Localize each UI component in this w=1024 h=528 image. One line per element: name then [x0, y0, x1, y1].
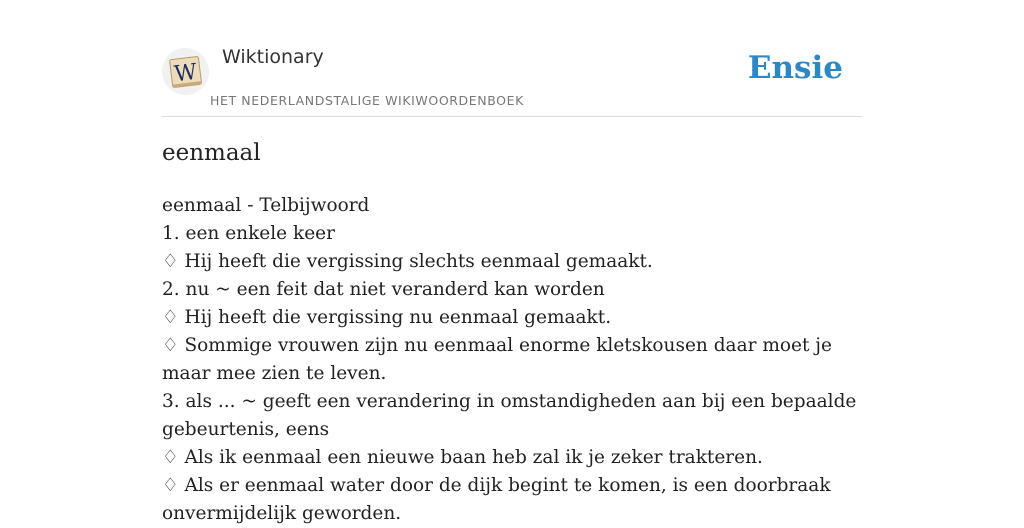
- example-line: ♢ Als er eenmaal water door de dijk begint te komen, is een doorbraak onvermijdelijk geworden.: [162, 475, 831, 524]
- definition-line: 2. nu ~ een feit dat niet veranderd kan worden: [162, 279, 605, 300]
- ensie-brand-logo[interactable]: Ensie: [747, 50, 843, 86]
- logo-letter: W: [172, 59, 199, 88]
- example-line: ♢ Hij heeft die vergissing slechts eenmaal gemaakt.: [162, 251, 653, 272]
- definition-line: 1. een enkele keer: [162, 223, 335, 244]
- site-name[interactable]: Wiktionary: [222, 46, 324, 68]
- wiktionary-logo[interactable]: [162, 48, 209, 95]
- entry-title: eenmaal: [162, 140, 261, 166]
- definition-line: eenmaal - Telbijwoord: [162, 195, 370, 216]
- example-line: ♢ Hij heeft die vergissing nu eenmaal gemaakt.: [162, 307, 612, 328]
- site-header: [162, 44, 862, 117]
- entry-definition: [162, 192, 867, 528]
- wiktionary-tile-icon: [162, 48, 209, 95]
- example-line: ♢ Sommige vrouwen zijn nu eenmaal enorme kletskousen daar moet je maar mee zien te leven.: [162, 335, 832, 384]
- definition-line: 3. als ... ~ geeft een verandering in omstandigheden aan bij een bepaalde gebeurtenis, eens: [162, 391, 857, 440]
- site-tagline: HET NEDERLANDSTALIGE WIKIWOORDENBOEK: [210, 93, 524, 108]
- example-line: ♢ Als ik eenmaal een nieuwe baan heb zal ik je zeker trakteren.: [162, 447, 763, 468]
